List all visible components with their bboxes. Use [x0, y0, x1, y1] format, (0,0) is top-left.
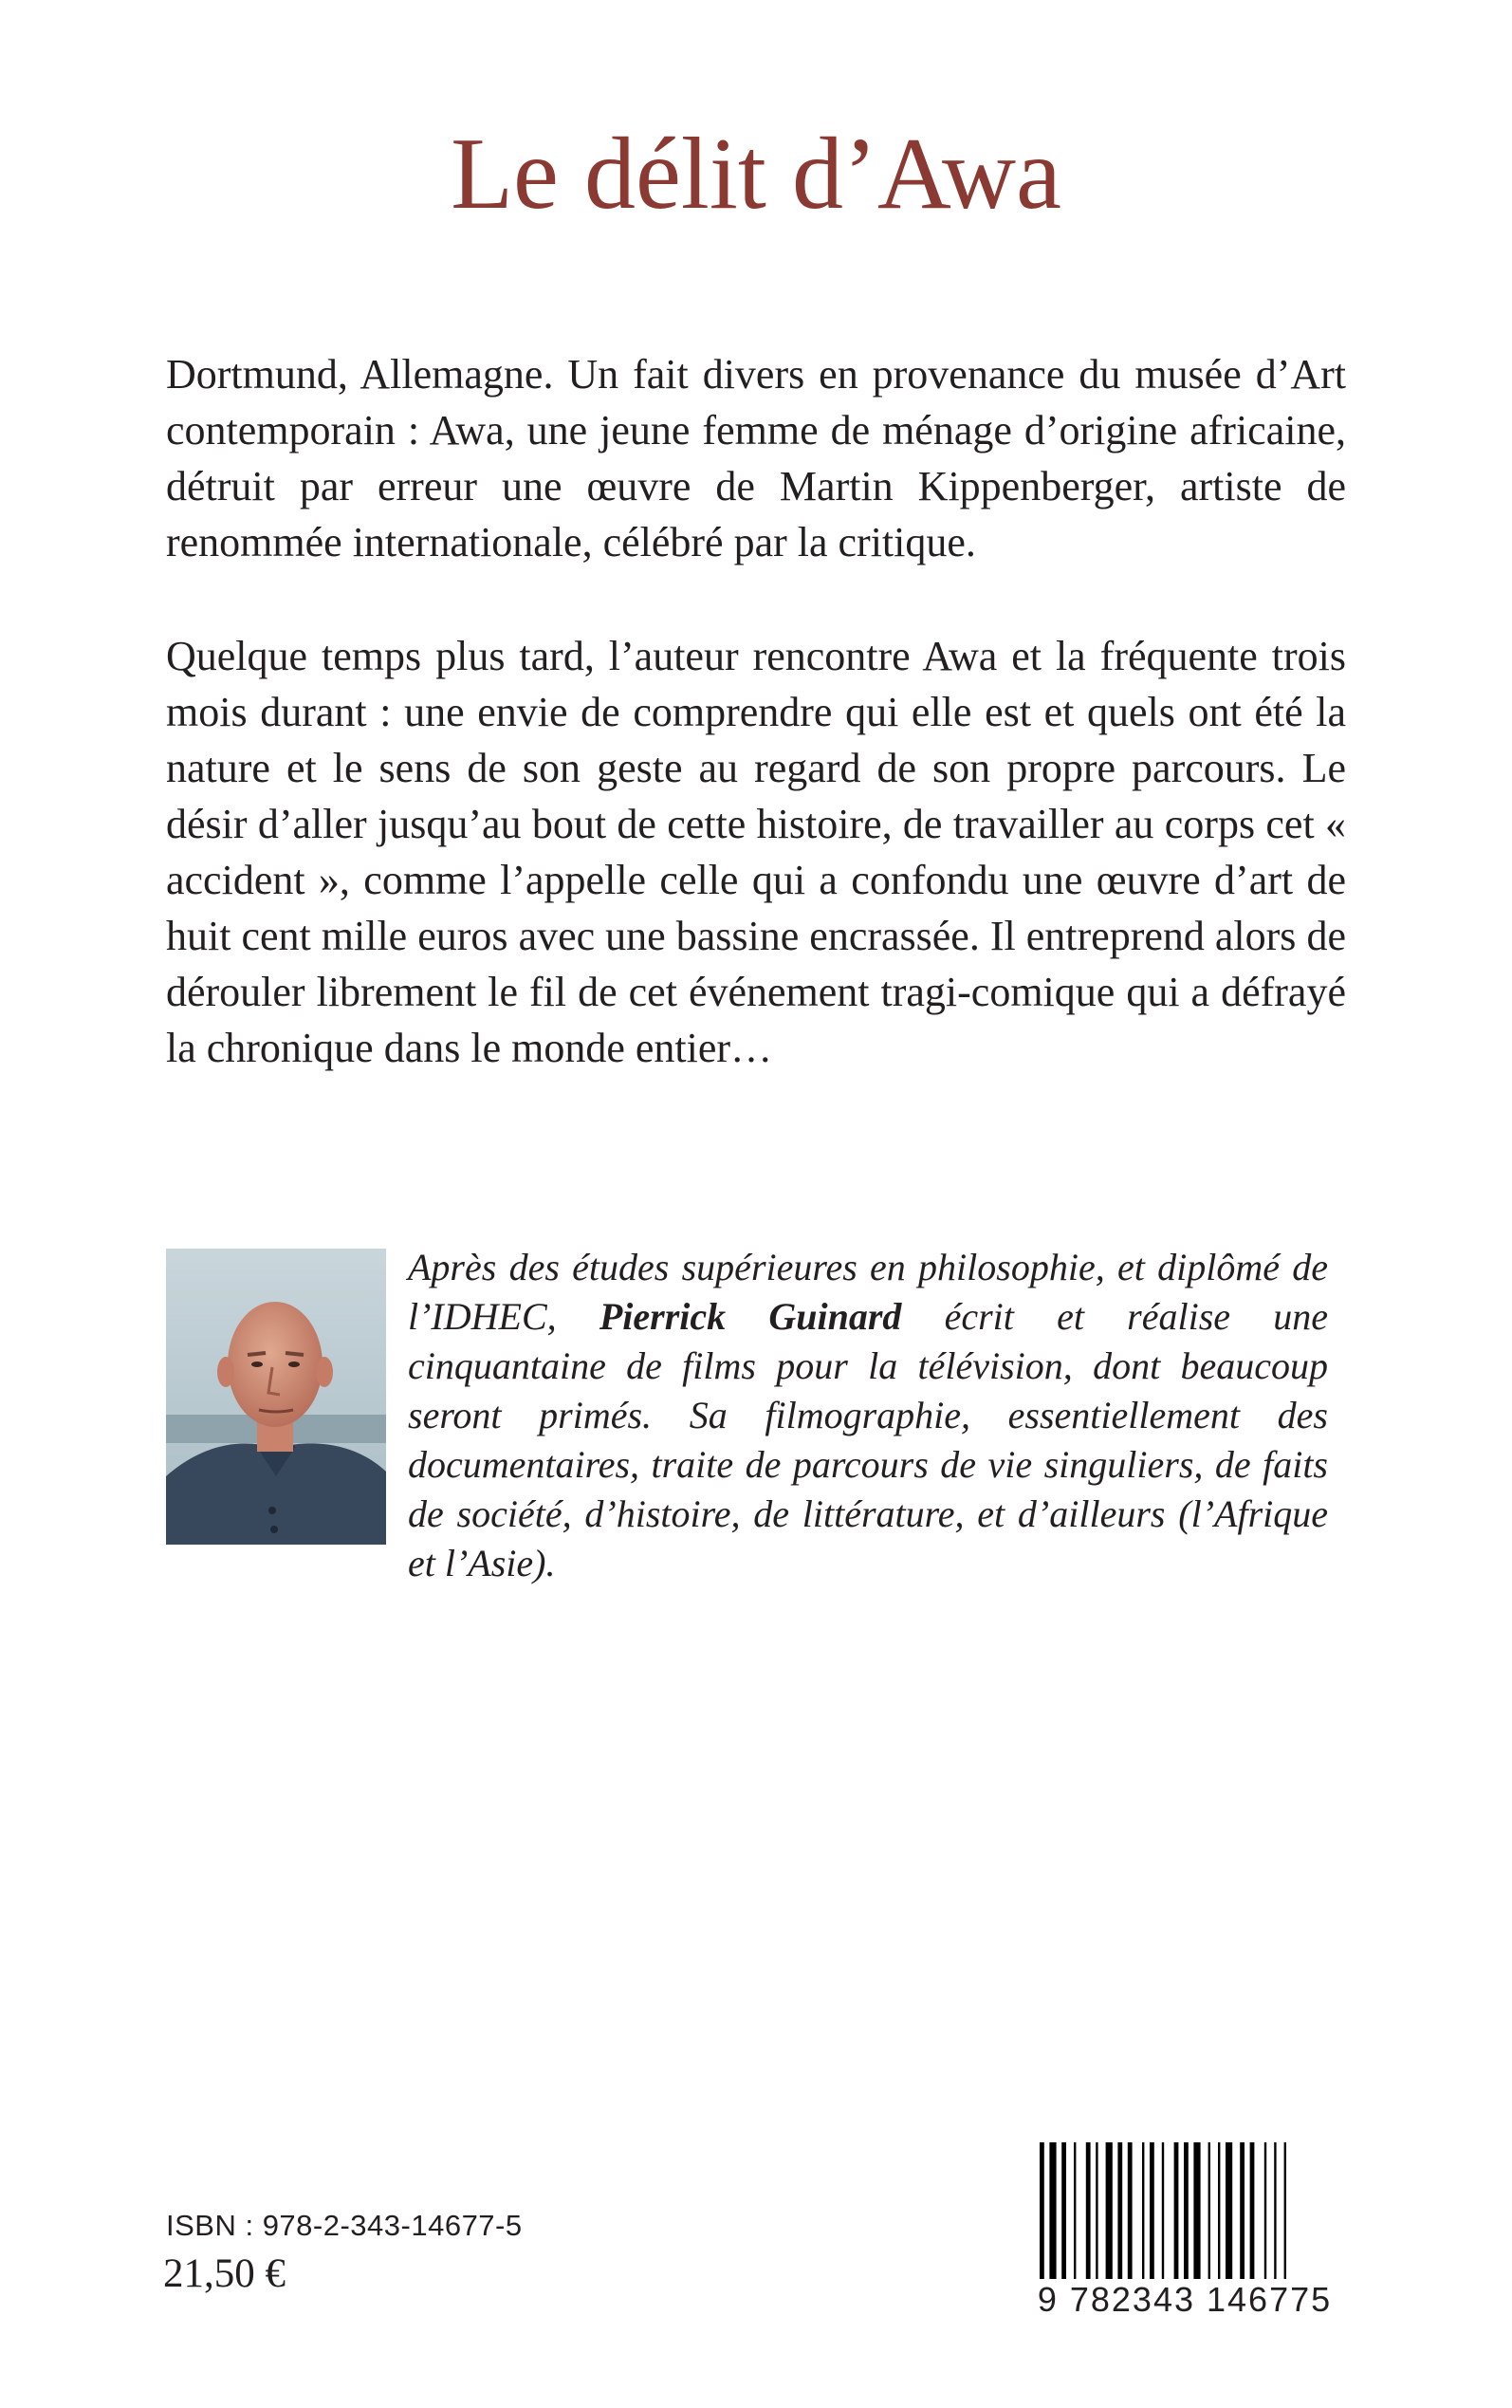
blurb-paragraph-1: Dortmund, Allemagne. Un fait divers en provenance du musée d’Art contemporain : Awa, une jeune femme de ménage d’origine africaine, détruit par erreur une œuvre de Martin Kippenberger, artiste de renommée internationale, célébré par la critique.	[166, 351, 1346, 565]
book-title: Le délit d’Awa	[451, 118, 1061, 231]
blurb-paragraph-2: Quelque temps plus tard, l’auteur rencontre Awa et la fréquente trois mois durant : une envie de comprendre qui elle est et quels ont été la nature et le sens de son geste au regard de son propre parcours. Le désir d’aller jusqu’au bout de cette histoire, de travailler au corps cet « accident », comme l’appelle celle qui a confondu une œuvre d’art de huit cent mille euros avec une bassine encrassée. Il entreprend alors de dérouler librement le fil de cet événement tragi-comique qui a défrayé la chronique dans le monde entier…	[166, 633, 1346, 1071]
author-bio-details: écrit et réalise une cinquantaine de films pour la télévision, dont beaucoup seront primés. Sa filmographie, essentiellement des documentaires, traite de parcours de vie singuliers, de faits de société, d’histoire, de littérature, et d’ailleurs (l’Afrique et l’Asie).	[408, 1295, 1328, 1584]
barcode-digits: 9 782343 146775	[1034, 2279, 1336, 2321]
author-bio-intro: Après des études supérieures en philosophie, et diplômé de l’IDHEC,	[408, 1246, 1328, 1338]
author-bio	[408, 1243, 1328, 1588]
author-photo	[166, 1249, 386, 1545]
author-name: Pierrick Guinard	[599, 1295, 902, 1338]
isbn: ISBN : 978-2-343-14677-5	[166, 2209, 523, 2242]
price: 21,50 €	[163, 2251, 286, 2296]
